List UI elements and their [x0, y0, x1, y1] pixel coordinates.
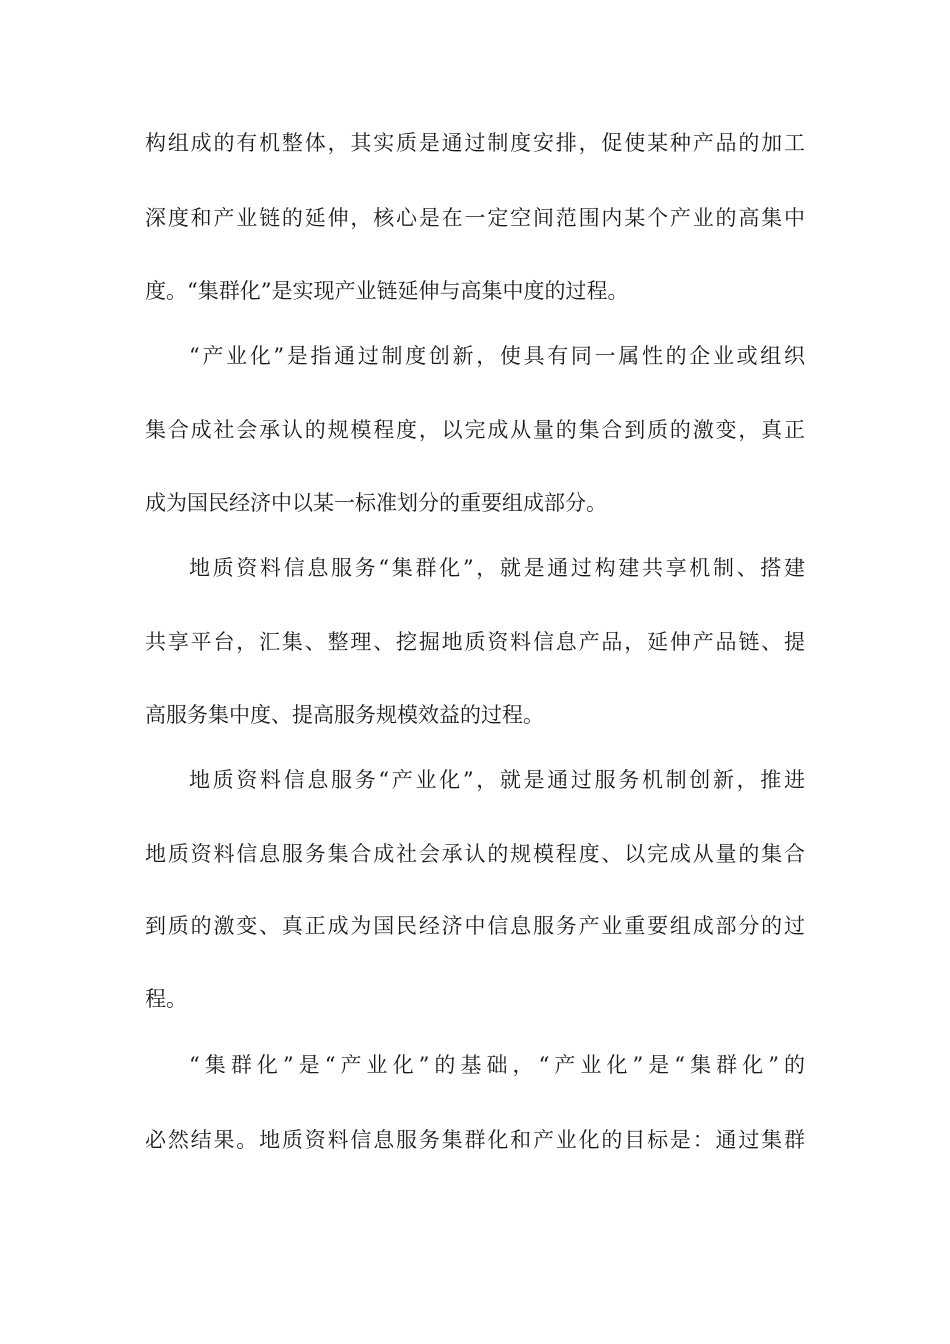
paragraph-3-line-1: 地质资料信息服务“集群化”，就是通过构建共享机制、搭建	[189, 556, 805, 580]
paragraph-4-line-3: 到质的激变、真正成为国民经济中信息服务产业重要组成部分的过	[145, 914, 805, 938]
paragraph-4-line-1: 地质资料信息服务“产业化”，就是通过服务机制创新，推进	[189, 768, 805, 792]
paragraph-5-line-2: 必然结果。地质资料信息服务集群化和产业化的目标是：通过集群	[145, 1128, 805, 1152]
paragraph-1-line-3: 度。“集群化”是实现产业链延伸与高集中度的过程。	[145, 279, 629, 303]
paragraph-3-line-3: 高服务集中度、提高服务规模效益的过程。	[145, 703, 544, 727]
paragraph-2-line-3: 成为国民经济中以某一标准划分的重要组成部分。	[145, 491, 607, 515]
paragraph-3-line-2: 共享平台，汇集、整理、挖掘地质资料信息产品，延伸产品链、提	[145, 630, 805, 654]
paragraph-4-line-2: 地质资料信息服务集合成社会承认的规模程度、以完成从量的集合	[145, 842, 805, 866]
paragraph-2-line-1: “产业化”是指通过制度创新，使具有同一属性的企业或组织	[189, 344, 805, 368]
paragraph-1-line-1: 构组成的有机整体，其实质是通过制度安排，促使某种产品的加工	[145, 131, 805, 155]
paragraph-2-line-2: 集合成社会承认的规模程度，以完成从量的集合到质的激变，真正	[145, 418, 805, 442]
paragraph-1-line-2: 深度和产业链的延伸，核心是在一定空间范围内某个产业的高集中	[145, 206, 805, 230]
paragraph-5-line-1: “集群化”是“产业化”的基础，“产业化”是“集群化”的	[189, 1053, 805, 1077]
paragraph-4-line-4: 程。	[145, 987, 187, 1011]
